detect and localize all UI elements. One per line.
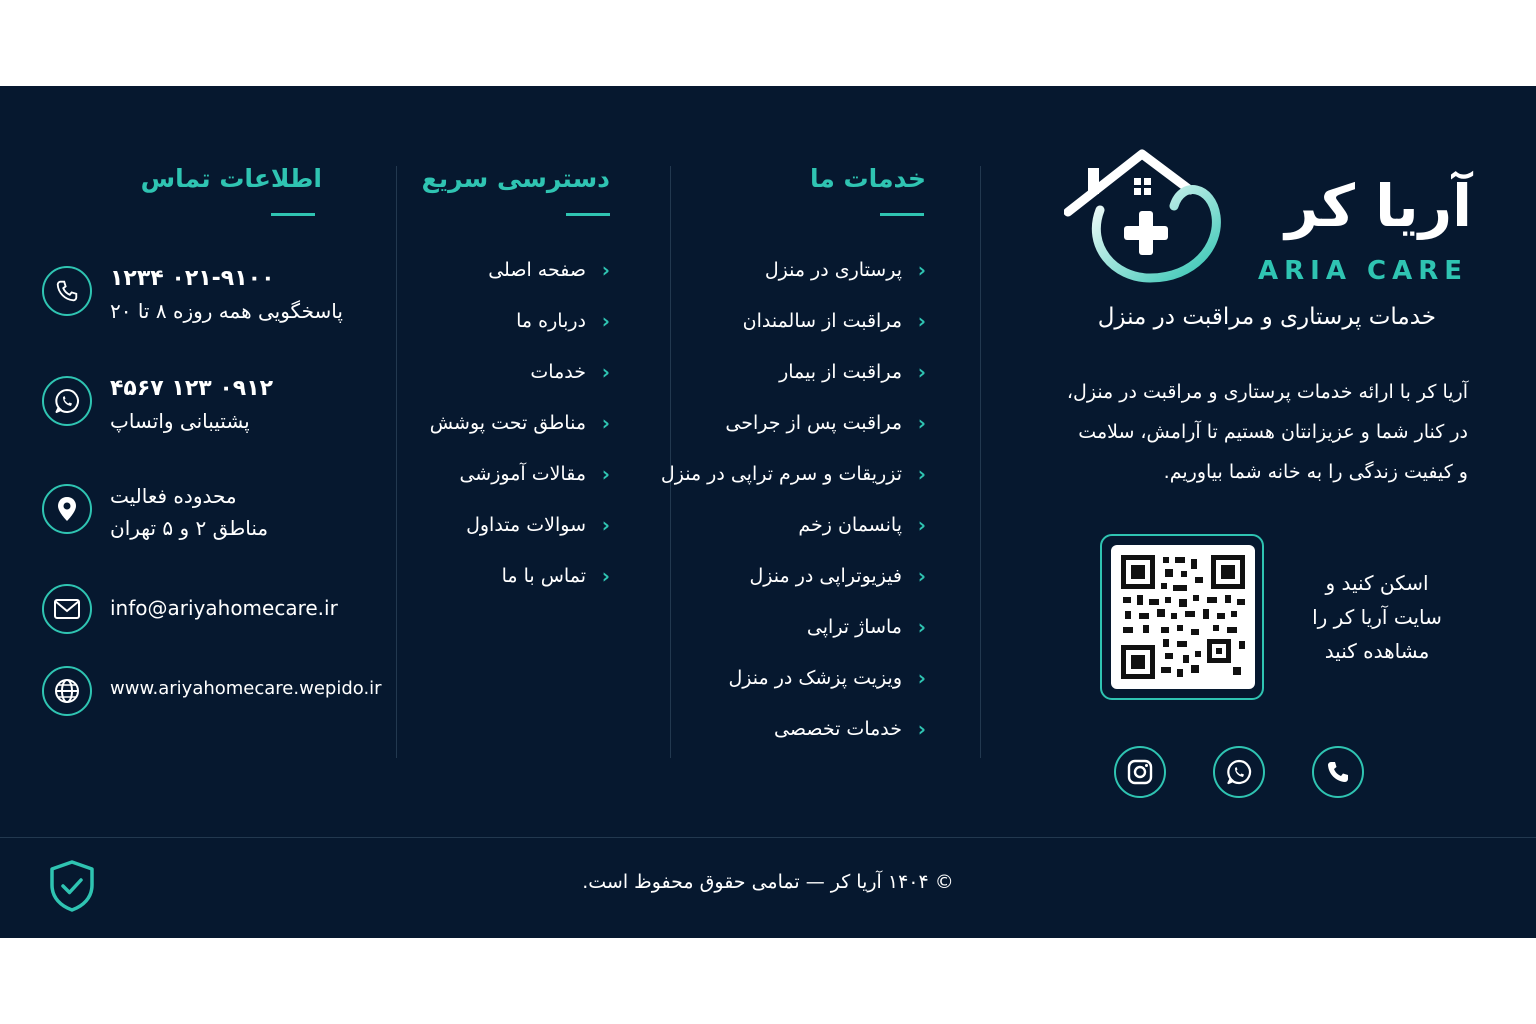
quick-link[interactable]: ‹ صفحه اصلی (488, 258, 610, 282)
brand-name-fa: آریا کر (1285, 172, 1472, 240)
whatsapp-icon-circle (42, 376, 92, 426)
contact-title: اطلاعات تماس (140, 164, 322, 193)
chevron-left-icon: ‹ (917, 462, 926, 486)
quick-access-title: دسترسی سریع (421, 164, 610, 193)
chevron-left-icon: ‹ (917, 615, 926, 639)
contact-whatsapp[interactable] (42, 376, 273, 433)
chevron-left-icon: ‹ (917, 717, 926, 741)
chevron-left-icon: ‹ (917, 513, 926, 537)
phone-button[interactable] (1312, 746, 1364, 798)
phone-icon (54, 278, 80, 304)
website-link[interactable]: www.ariyahomecare.wepido.ir (110, 678, 382, 699)
location-pin-icon-circle (42, 484, 92, 534)
qr-code[interactable] (1100, 534, 1264, 700)
service-link[interactable]: ‹ ماساژ تراپی (806, 615, 926, 639)
brand-name-en: ARIA CARE (1258, 256, 1468, 286)
chevron-left-icon: ‹ (601, 513, 610, 537)
quick-link[interactable]: ‹ مقالات آموزشی (459, 462, 610, 486)
about-line: و کیفیت زندگی را به خانه شما بیاوریم. (1163, 461, 1468, 483)
copyright-text: © ۱۴۰۴ آریا کر — تمامی حقوق محفوظ است. (582, 871, 954, 893)
quick-link[interactable]: ‹ تماس با ما (501, 564, 610, 588)
chevron-left-icon: ‹ (601, 309, 610, 333)
scan-line: مشاهده کنید (1324, 639, 1430, 663)
globe-icon (53, 677, 81, 705)
chevron-left-icon: ‹ (917, 564, 926, 588)
site-footer (0, 86, 1536, 938)
shield-check-icon (48, 859, 96, 913)
contact-area (42, 484, 268, 540)
chevron-left-icon: ‹ (601, 564, 610, 588)
whatsapp-icon (1225, 758, 1253, 786)
services-title-underline (880, 213, 924, 216)
services-title: خدمات ما (809, 164, 926, 193)
quick-link[interactable]: ‹ سوالات متداول (466, 513, 610, 537)
scan-caption (1302, 566, 1452, 668)
service-link[interactable]: ‹ ویزیت پزشک در منزل (728, 666, 926, 690)
instagram-button[interactable] (1114, 746, 1166, 798)
contact-website[interactable] (42, 666, 382, 716)
chevron-left-icon: ‹ (601, 360, 610, 384)
house-heart-cross-logo-icon (1064, 146, 1234, 286)
area-value: مناطق ۲ و ۵ تهران (110, 516, 269, 540)
contact-phone[interactable] (42, 266, 343, 323)
service-link[interactable]: ‹ پانسمان زخم (798, 513, 926, 537)
contact-title-underline (271, 213, 315, 216)
service-link[interactable]: ‹ خدمات تخصصی (774, 717, 926, 741)
footer-divider (0, 837, 1536, 838)
about-line: آریا کر با ارائه خدمات پرستاری و مراقبت در منزل، (1066, 381, 1468, 403)
phone-hours: پاسخگویی همه روزه ۸ تا ۲۰ (110, 299, 343, 323)
whatsapp-note: پشتیبانی واتساپ (110, 409, 250, 433)
chevron-left-icon: ‹ (601, 462, 610, 486)
chevron-left-icon: ‹ (601, 411, 610, 435)
service-link[interactable]: ‹ پرستاری در منزل (764, 258, 926, 282)
about-text (1048, 372, 1468, 492)
services-list (626, 258, 926, 838)
brand-column (1040, 86, 1480, 846)
quick-access-title-underline (566, 213, 610, 216)
service-link[interactable]: ‹ مراقبت از بیمار (779, 360, 926, 384)
chevron-left-icon: ‹ (917, 360, 926, 384)
whatsapp-number[interactable]: ۰۹۱۲ ۱۲۳ ۴۵۶۷ (110, 376, 274, 401)
quick-link[interactable]: ‹ مناطق تحت پوشش (429, 411, 610, 435)
email-link[interactable]: info@ariyahomecare.ir (110, 596, 338, 620)
phone-number[interactable]: ۰۲۱-۹۱۰۰ ۱۲۳۴ (110, 266, 275, 291)
qr-code-image (1111, 545, 1255, 689)
service-link[interactable]: ‹ فیزیوتراپی در منزل (749, 564, 926, 588)
phone-icon (1324, 758, 1352, 786)
phone-icon-circle (42, 266, 92, 316)
scan-line: سایت آریا کر را (1312, 605, 1442, 629)
brand-tagline: خدمات پرستاری و مراقبت در منزل (1097, 304, 1436, 330)
qr-pattern-icon (1121, 555, 1245, 679)
service-link[interactable]: ‹ تزریقات و سرم تراپی در منزل (660, 462, 926, 486)
mail-icon-circle (42, 584, 92, 634)
chevron-left-icon: ‹ (917, 411, 926, 435)
instagram-icon (1126, 758, 1154, 786)
mail-icon (53, 598, 81, 620)
service-link[interactable]: ‹ مراقبت پس از جراحی (725, 411, 926, 435)
chevron-left-icon: ‹ (917, 666, 926, 690)
scan-line: اسکن کنید و (1325, 571, 1429, 595)
chevron-left-icon: ‹ (601, 258, 610, 282)
quick-link[interactable]: ‹ خدمات (530, 360, 610, 384)
about-line: در کنار شما و عزیزانتان هستیم تا آرامش، سلامت (1078, 421, 1468, 443)
whatsapp-icon (53, 387, 81, 415)
chevron-left-icon: ‹ (917, 258, 926, 282)
column-divider (980, 166, 981, 758)
contact-email[interactable] (42, 584, 338, 634)
quick-access-list (390, 258, 610, 638)
globe-icon-circle (42, 666, 92, 716)
location-pin-icon (55, 495, 79, 523)
chevron-left-icon: ‹ (917, 309, 926, 333)
quick-link[interactable]: ‹ درباره ما (516, 309, 610, 333)
area-title: محدوده فعالیت (110, 484, 237, 508)
service-link[interactable]: ‹ مراقبت از سالمندان (742, 309, 926, 333)
whatsapp-button[interactable] (1213, 746, 1265, 798)
